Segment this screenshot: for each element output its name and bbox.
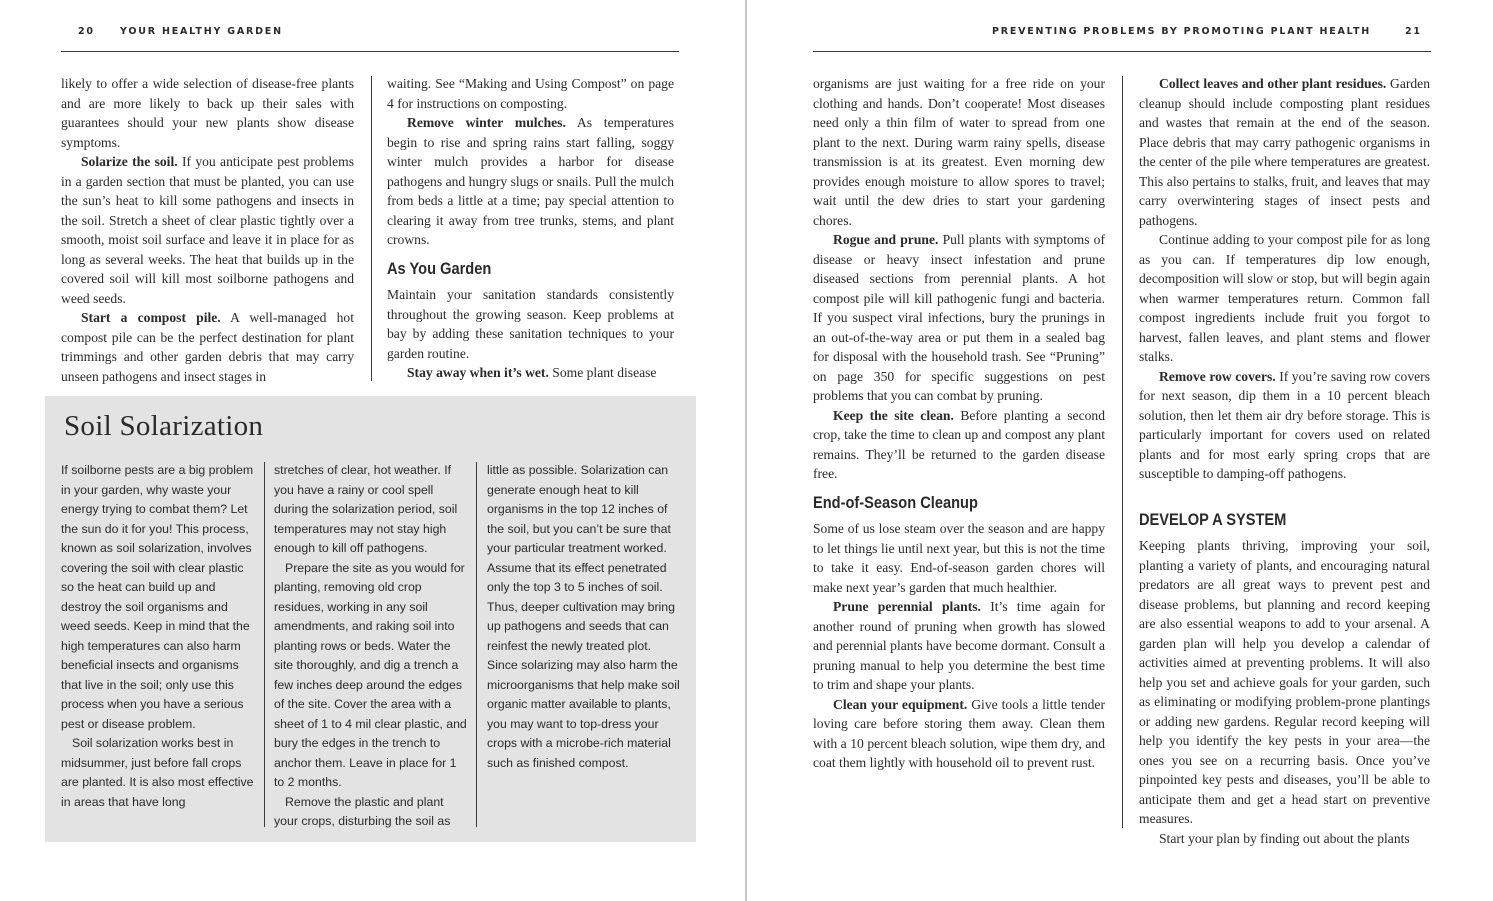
left-col-2 <box>387 74 674 383</box>
paragraph <box>1139 74 1430 230</box>
paragraph <box>1139 367 1430 484</box>
paragraph-text: Maintain your sanitation standards consistently throughout the growing season. Keep problems at bay by adding these sanitation techniques to your garden routine. <box>387 287 674 361</box>
paragraph <box>813 74 1105 230</box>
right-col-2-bottom <box>1139 536 1430 848</box>
paragraph <box>274 793 468 832</box>
right-col-2-top <box>1139 74 1430 484</box>
sidebar-title: Soil Solarization <box>64 410 264 442</box>
sidebar-col-2 <box>274 461 468 832</box>
paragraph <box>387 113 674 250</box>
paragraph <box>61 152 354 308</box>
sidebar-divider-2 <box>476 462 477 827</box>
run-in-heading: Clean your equipment. <box>833 696 968 712</box>
run-in-heading: Prune perennial plants. <box>833 599 981 614</box>
paragraph <box>387 74 674 113</box>
paragraph-text: If you anticipate pest problems in a garden section that must be planted, you can use the sun’s heat to kill some pathogens and insects in the soil. Stretch a sheet of clear plastic tightly over a smooth, moist soil surface and leave it in place for as long as several weeks. The heat that builds up in the covered soil will kill most soilborne pathogens and weed seeds. <box>61 154 355 306</box>
sidebar-divider-1 <box>264 462 265 827</box>
left-column-divider <box>371 76 372 381</box>
paragraph-text: If you’re saving row covers for next season, dip them in a 10 percent bleach solution, then let them air dry before storage. This is particularly important for covers used on related plants and for most early spring crops that are susceptible to damping-off pathogens. <box>1139 368 1430 481</box>
paragraph <box>61 308 354 386</box>
paragraph-text: little as possible. Solarization can generate enough heat to kill organisms in the top 12 inches of the soil, but you can’t be sure that your particular treatment worked. Assume that its effect penetrated only the top 3 to 5 inches of soil. Thus, deeper cultivation may bring up pathogens and seeds that can reinfest the newly treated plot. Since solarizing may also harm the microorganisms that help make soil organic matter available to plants, you may want to top-dress your crops with a microbe-rich material such as finished compost. <box>487 463 680 770</box>
heading-develop-a-system: DEVELOP A SYSTEM <box>1139 509 1287 529</box>
paragraph-text: Keeping plants thriving, improving your soil, planting a variety of plants, and encouraging natural predators are all great ways to prevent pest and disease problems, but planning and record keeping are also essential weapons to add to your arsenal. A garden plan will help you develop a calendar of activities aimed at preventing problems. It will also help you set and achieve goals for your garden, such as eliminating or modifying problem-prone plantings or adding new gardens. Regular record keeping will help you identify the key pests in your area—the ones you see on a recurring basis. Once you’ve pinpointed key pests and diseases, you’ll be able to anticipate them and get a head start on preventive measures. <box>1139 538 1430 826</box>
paragraph <box>1139 829 1430 849</box>
paragraph <box>813 519 1105 597</box>
paragraph <box>61 74 354 152</box>
soil-solarization-sidebar <box>45 396 696 842</box>
paragraph-text: Before planting a second crop, take the time to clean up and compost any plant remains. They’ll be returned to the garden disease free. <box>813 407 1105 481</box>
run-in-heading: Remove winter mulches. <box>407 115 566 130</box>
left-col-2-bottom <box>387 285 674 383</box>
paragraph-text: A well-managed hot compost pile can be the perfect destination for plant trimmings and other garden debris that may carry unseen pathogens and insect stages in <box>61 310 354 384</box>
right-running-head: PREVENTING PROBLEMS BY PROMOTING PLANT HEALTH <box>991 26 1371 37</box>
run-in-heading: Rogue and prune. <box>833 232 939 247</box>
paragraph-text: Give tools a little tender loving care before storing them away. Clean them with a 10 percent bleach solution, wipe them dry, and coat them lightly with household oil to prevent rust. <box>813 696 1105 770</box>
paragraph <box>61 461 255 734</box>
run-in-heading: Solarize the soil. <box>81 154 178 169</box>
paragraph-text: Soil solarization works best in midsummer, just before fall crops are planted. It is also most effective in areas that have long <box>61 736 254 809</box>
paragraph-text: Prepare the site as you would for planting, removing old crop residues, working in any soil amendments, and raking soil into planting rows or beds. Water the site thoroughly, and dig a trench a few inches deep around the edges of the site. Cover the area with a sheet of 1 to 4 mil clear plastic, and bury the edges in the trench to anchor them. Leave in place for 1 to 2 months. <box>274 560 467 789</box>
paragraph <box>487 461 681 773</box>
right-col-1-bottom <box>813 519 1105 773</box>
paragraph-text: waiting. See “Making and Using Compost” on page 4 for instructions on composting. <box>387 76 674 111</box>
run-in-heading: Remove row covers. <box>1159 368 1276 384</box>
right-header-rule <box>813 51 1431 52</box>
right-col-2 <box>1139 74 1430 848</box>
left-header-rule <box>61 51 679 52</box>
paragraph <box>387 363 674 383</box>
paragraph-text: Continue adding to your compost pile for as long as you can. If temperatures dip low enough, decomposition will slow or stop, but will begin again when warmer temperatures return. Common fall compost ingredients include fruit you forgot to harvest, fallen leaves, and plant stems and flower stalks. <box>1139 232 1430 364</box>
left-col-1 <box>61 74 354 386</box>
paragraph <box>813 406 1105 484</box>
heading-end-of-season: End-of-Season Cleanup <box>813 492 978 512</box>
run-in-heading: Start a compost pile. <box>81 310 221 325</box>
right-column-divider <box>1122 76 1123 828</box>
right-col-1-top <box>813 74 1105 484</box>
paragraph <box>1139 230 1430 367</box>
run-in-heading: Collect leaves and other plant residues. <box>1159 76 1387 91</box>
paragraph <box>813 695 1105 773</box>
sidebar-col-3 <box>487 461 681 773</box>
paragraph-text: Remove the plastic and plant your crops, disturbing the soil as <box>274 794 451 828</box>
right-col-1 <box>813 74 1105 773</box>
paragraph-text: It’s time again for another round of pruning when growth has slowed and perennial plants have become dormant. Consult a pruning manual to help you determine the best time to trim and shape your plants. <box>813 599 1105 692</box>
left-page-number: 20 <box>78 26 95 37</box>
paragraph <box>61 734 255 812</box>
left-running-head: YOUR HEALTHY GARDEN <box>120 26 283 37</box>
paragraph-text: Some plant disease <box>548 365 657 380</box>
paragraph-text: Pull plants with symptoms of disease or heavy insect infestation and prune diseased sections from perennial plants. A hot compost pile will kill pathogenic fungi and bacteria. If you suspect viral infections, bury the prunings in an out-of-the-way area or put them in a sealed bag for disposal with the household trash. See “Pruning” on page 350 for specific suggestions on pest problems that you can combat by pruning. <box>813 232 1105 403</box>
left-col-2-top <box>387 74 674 250</box>
book-gutter <box>745 0 747 901</box>
paragraph-text: organisms are just waiting for a free ride on your clothing and hands. Don’t cooperate! Most diseases need only a thin film of water to spread from one plant to the next. During warm rainy spells, disease transmission is at its greatest. Even morning dew provides enough moisture to allow spores to travel; wait until the dew dries to start your gardening chores. <box>813 76 1105 228</box>
sidebar-col-1 <box>61 461 255 812</box>
run-in-heading: Stay away when it’s wet. <box>407 365 549 380</box>
paragraph <box>387 285 674 363</box>
paragraph-text: likely to offer a wide selection of disease-free plants and are more likely to back up their sales with guarantees should your new plants show disease symptoms. <box>61 76 354 150</box>
paragraph-text: As temperatures begin to rise and spring rains start falling, soggy winter mulch provides a harbor for disease pathogens and hungry slugs or snails. Pull the mulch from beds a little at a time; pay special attention to clearing it away from tree trunks, stems, and plant crowns. <box>387 115 674 247</box>
paragraph <box>274 461 468 559</box>
paragraph-text: stretches of clear, hot weather. If you have a rainy or cool spell during the solarization period, soil temperatures may not stay high enough to kill off pathogens. <box>274 463 458 555</box>
paragraph <box>813 230 1105 406</box>
paragraph-text: Some of us lose steam over the season and are happy to let things lie until next year, but this is not the time to take it easy. End-of-season garden chores will make next year’s garden that much healthier. <box>813 521 1105 595</box>
run-in-heading: Keep the site clean. <box>833 407 954 423</box>
paragraph-text: Garden cleanup should include composting plant residues and wastes that remain at the end of the season. Place debris that may carry pathogenic organisms in the center of the pile where temperatures are greatest. This also pertains to stalks, fruit, and leaves that may carry overwintering stages of insect pests and pathogens. <box>1139 76 1431 228</box>
paragraph <box>813 597 1105 695</box>
paragraph-text: If soilborne pests are a big problem in your garden, why waste your energy trying to combat them? Let the sun do it for you! This process, known as soil solarization, involves covering the soil with clear plastic so the heat can build up and destroy the soil organisms and weed seeds. Keep in mind that the high temperatures can also harm beneficial insects and organisms that live in the soil; only use this process when you have a serious pest or disease problem. <box>61 463 254 731</box>
heading-as-you-garden: As You Garden <box>387 258 492 278</box>
paragraph <box>274 559 468 793</box>
paragraph-text: Start your plan by finding out about the plants <box>1159 830 1410 846</box>
right-page-number: 21 <box>1405 26 1422 37</box>
paragraph <box>1139 536 1430 829</box>
